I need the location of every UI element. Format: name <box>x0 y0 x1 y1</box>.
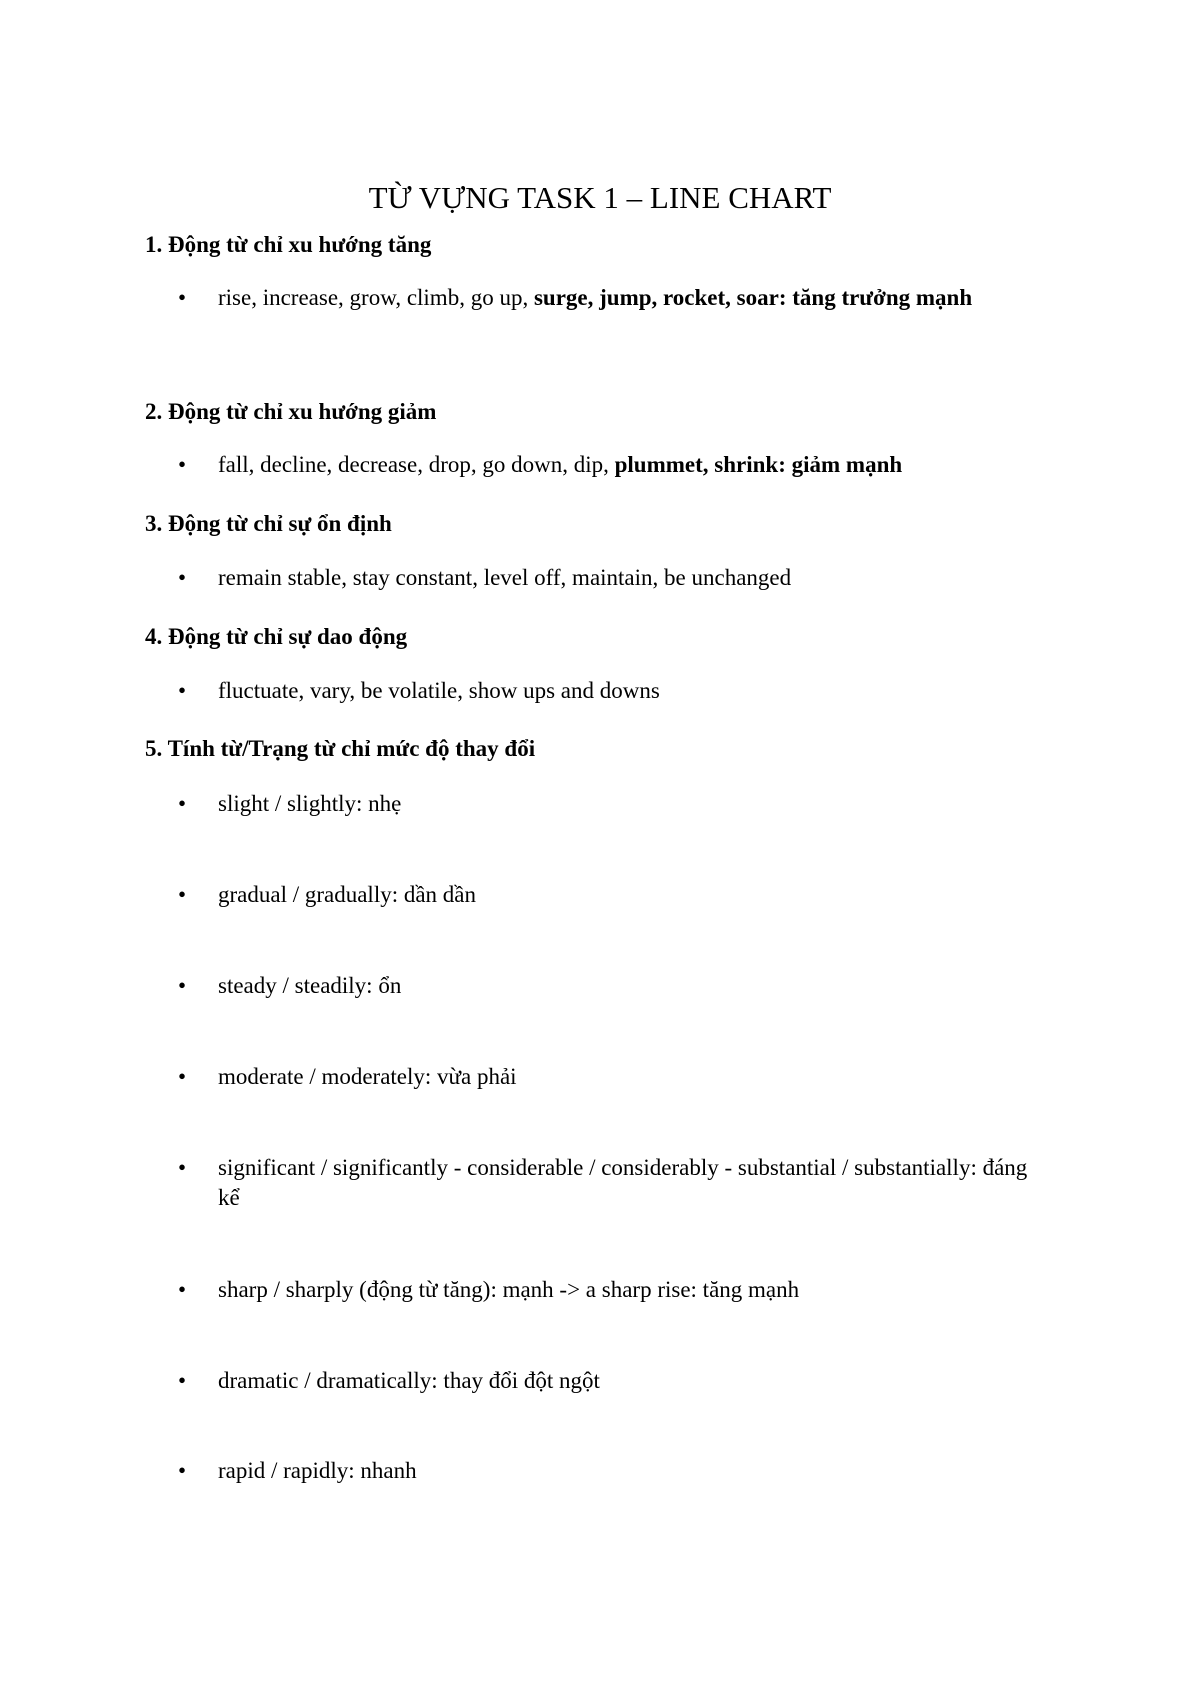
document-title: TỪ VỰNG TASK 1 – LINE CHART <box>368 180 832 215</box>
item-text-bold: plummet, shrink: giảm mạnh <box>614 452 903 477</box>
bullet-icon: • <box>178 973 187 998</box>
bullet-icon: • <box>178 1064 187 1089</box>
list-item: slight / slightly: nhẹ <box>218 791 402 816</box>
list-item: remain stable, stay constant, level off, maintain, be unchanged <box>218 565 792 590</box>
bullet-icon: • <box>178 1458 187 1483</box>
item-text-bold: surge, jump, rocket, soar: tăng trưởng mạnh <box>533 285 973 310</box>
section-heading-4: 4. Động từ chỉ sự dao động <box>145 624 408 649</box>
section-heading-1: 1. Động từ chỉ xu hướng tăng <box>145 232 432 257</box>
list-item <box>218 450 1028 480</box>
bullet-icon: • <box>178 882 187 907</box>
bullet-icon: • <box>178 565 187 590</box>
list-item: rapid / rapidly: nhanh <box>218 1458 417 1483</box>
list-item: moderate / moderately: vừa phải <box>218 1064 517 1089</box>
list-item: sharp / sharply (động từ tăng): mạnh -> a sharp rise: tăng mạnh <box>218 1277 800 1302</box>
list-item <box>218 283 1028 313</box>
section-heading-5: 5. Tính từ/Trạng từ chỉ mức độ thay đổi <box>145 736 536 761</box>
bullet-icon: • <box>178 1368 187 1393</box>
list-item: dramatic / dramatically: thay đổi đột ngột <box>218 1368 600 1393</box>
item-text: fall, decline, decrease, drop, go down, dip, <box>218 452 615 477</box>
list-item: fluctuate, vary, be volatile, show ups and downs <box>218 678 660 703</box>
bullet-icon: • <box>178 1277 187 1302</box>
list-item: steady / steadily: ổn <box>218 973 402 998</box>
section-heading-3: 3. Động từ chỉ sự ổn định <box>145 511 392 536</box>
bullet-icon: • <box>178 1155 187 1180</box>
bullet-icon: • <box>178 285 187 310</box>
bullet-icon: • <box>178 452 187 477</box>
item-text: rise, increase, grow, climb, go up, <box>218 285 534 310</box>
list-item: significant / significantly - considerable / considerably - substantial / substantially: đáng kể <box>218 1155 1028 1210</box>
bullet-icon: • <box>178 678 187 703</box>
bullet-icon: • <box>178 791 187 816</box>
list-item: gradual / gradually: dần dần <box>218 882 477 907</box>
section-heading-2: 2. Động từ chỉ xu hướng giảm <box>145 399 437 424</box>
